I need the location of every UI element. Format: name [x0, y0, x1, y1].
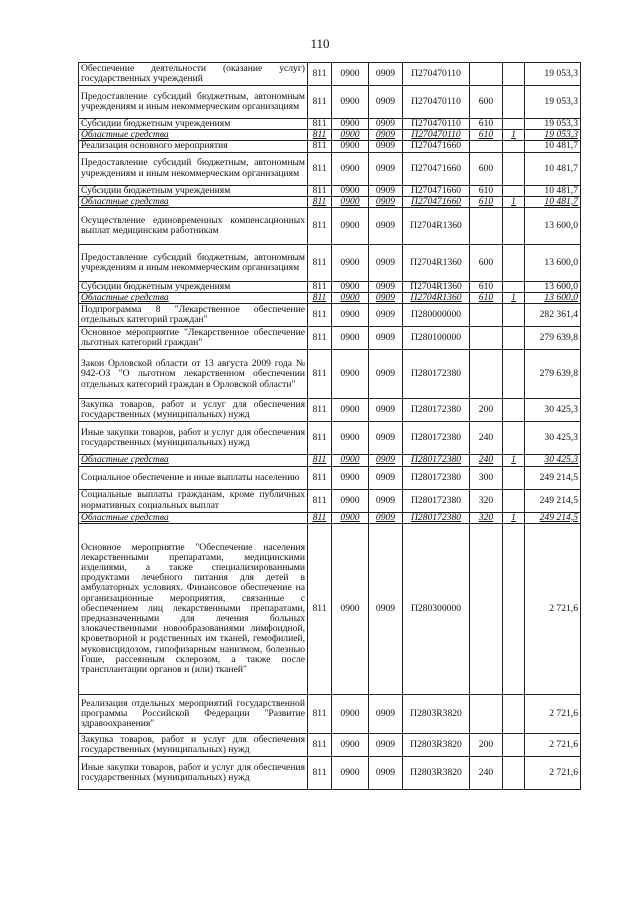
section-code: 0900	[332, 756, 369, 789]
ministry-code: 811	[308, 733, 332, 756]
amount: 279 639,8	[525, 327, 581, 350]
expense-type-code: 610	[470, 196, 503, 207]
row-name: Реализация отдельных мероприятий государственной программы Российской Федерации "Развитие здравоохранения"	[79, 694, 308, 733]
subsection-code: 0909	[369, 466, 403, 489]
subsection-code: 0909	[369, 512, 403, 523]
subsection-code: 0909	[369, 119, 403, 130]
row-name: Областные средства	[79, 512, 308, 523]
ministry-code: 811	[308, 350, 332, 399]
section-code: 0900	[332, 466, 369, 489]
funding-source-code	[503, 152, 525, 185]
subsection-code: 0909	[369, 422, 403, 455]
subsection-code: 0909	[369, 196, 403, 207]
row-name: Предоставление субсидий бюджетным, автономным учреждениям и иным некоммерческим организациям	[79, 152, 308, 185]
funding-source-code	[503, 86, 525, 119]
section-code: 0900	[332, 512, 369, 523]
target-article-code: П280172380	[403, 422, 470, 455]
section-code: 0900	[332, 141, 369, 152]
section-code: 0900	[332, 399, 369, 422]
funding-source-code	[503, 282, 525, 293]
row-name: Субсидии бюджетным учреждениям	[79, 119, 308, 130]
expense-type-code	[470, 694, 503, 733]
amount: 19 053,3	[525, 86, 581, 119]
row-name: Областные средства	[79, 130, 308, 141]
section-code: 0900	[332, 350, 369, 399]
expense-type-code: 600	[470, 86, 503, 119]
expense-type-code: 600	[470, 152, 503, 185]
expense-type-code: 200	[470, 733, 503, 756]
subsection-code: 0909	[369, 86, 403, 119]
section-code: 0900	[332, 523, 369, 694]
funding-source-code	[503, 733, 525, 756]
ministry-code: 811	[308, 245, 332, 282]
ministry-code: 811	[308, 466, 332, 489]
target-article-code: П2803R3820	[403, 694, 470, 733]
ministry-code: 811	[308, 86, 332, 119]
ministry-code: 811	[308, 185, 332, 196]
ministry-code: 811	[308, 208, 332, 245]
section-code: 0900	[332, 119, 369, 130]
target-article-code: П280100000	[403, 327, 470, 350]
subsection-code: 0909	[369, 399, 403, 422]
expense-type-code	[470, 141, 503, 152]
row-name: Областные средства	[79, 293, 308, 304]
subsection-code: 0909	[369, 293, 403, 304]
funding-source-code	[503, 350, 525, 399]
amount: 10 481,7	[525, 185, 581, 196]
row-name: Закупка товаров, работ и услуг для обеспечения государственных (муниципальных) нужд	[79, 399, 308, 422]
target-article-code: П280172380	[403, 455, 470, 466]
ministry-code: 811	[308, 399, 332, 422]
row-name: Обеспечение деятельности (оказание услуг) государственных учреждений	[79, 63, 308, 86]
subsection-code: 0909	[369, 489, 403, 512]
budget-table	[78, 62, 581, 790]
expense-type-code	[470, 523, 503, 694]
expense-type-code: 600	[470, 245, 503, 282]
ministry-code: 811	[308, 282, 332, 293]
target-article-code: П270471660	[403, 196, 470, 207]
ministry-code: 811	[308, 293, 332, 304]
table-row	[79, 512, 581, 523]
target-article-code: П2803R3820	[403, 756, 470, 789]
ministry-code: 811	[308, 512, 332, 523]
funding-source-code	[503, 422, 525, 455]
row-name: Субсидии бюджетным учреждениям	[79, 185, 308, 196]
expense-type-code: 610	[470, 119, 503, 130]
amount: 13 600,0	[525, 282, 581, 293]
table-row	[79, 185, 581, 196]
section-code: 0900	[332, 327, 369, 350]
funding-source-code	[503, 523, 525, 694]
row-name: Предоставление субсидий бюджетным, автономным учреждениям и иным некоммерческим организациям	[79, 245, 308, 282]
table-row	[79, 282, 581, 293]
expense-type-code: 610	[470, 282, 503, 293]
subsection-code: 0909	[369, 130, 403, 141]
row-name: Закон Орловской области от 13 августа 2009 года № 942-ОЗ "О льготном лекарственном обеспечении отдельных категорий граждан в Орловской области"	[79, 350, 308, 399]
funding-source-code	[503, 756, 525, 789]
table-row	[79, 196, 581, 207]
amount: 10 481,7	[525, 141, 581, 152]
funding-source-code	[503, 208, 525, 245]
expense-type-code	[470, 327, 503, 350]
table-row	[79, 466, 581, 489]
row-name: Реализация основного мероприятия	[79, 141, 308, 152]
funding-source-code	[503, 327, 525, 350]
row-name: Предоставление субсидий бюджетным, автономным учреждениям и иным некоммерческим организациям	[79, 86, 308, 119]
target-article-code: П270470110	[403, 63, 470, 86]
funding-source-code	[503, 304, 525, 327]
target-article-code: П2704R1360	[403, 293, 470, 304]
target-article-code: П270471660	[403, 152, 470, 185]
amount: 2 721,6	[525, 733, 581, 756]
row-name: Иные закупки товаров, работ и услуг для обеспечения государственных (муниципальных) нужд	[79, 422, 308, 455]
target-article-code: П270471660	[403, 185, 470, 196]
target-article-code: П270470110	[403, 119, 470, 130]
expense-type-code: 320	[470, 489, 503, 512]
section-code: 0900	[332, 694, 369, 733]
amount: 13 600,0	[525, 208, 581, 245]
table-row	[79, 152, 581, 185]
target-article-code: П2704R1360	[403, 282, 470, 293]
subsection-code: 0909	[369, 304, 403, 327]
funding-source-code	[503, 399, 525, 422]
section-code: 0900	[332, 152, 369, 185]
ministry-code: 811	[308, 489, 332, 512]
table-row	[79, 245, 581, 282]
subsection-code: 0909	[369, 208, 403, 245]
table-row	[79, 304, 581, 327]
amount: 19 053,3	[525, 63, 581, 86]
target-article-code: П280172380	[403, 350, 470, 399]
funding-source-code	[503, 119, 525, 130]
section-code: 0900	[332, 282, 369, 293]
section-code: 0900	[332, 196, 369, 207]
amount: 282 361,4	[525, 304, 581, 327]
funding-source-code	[503, 185, 525, 196]
ministry-code: 811	[308, 141, 332, 152]
target-article-code: П270470110	[403, 86, 470, 119]
amount: 2 721,6	[525, 523, 581, 694]
subsection-code: 0909	[369, 63, 403, 86]
amount: 249 214,5	[525, 466, 581, 489]
row-name: Областные средства	[79, 455, 308, 466]
expense-type-code: 610	[470, 293, 503, 304]
section-code: 0900	[332, 130, 369, 141]
target-article-code: П280172380	[403, 466, 470, 489]
amount: 13 600,0	[525, 293, 581, 304]
subsection-code: 0909	[369, 733, 403, 756]
ministry-code: 811	[308, 152, 332, 185]
expense-type-code: 200	[470, 399, 503, 422]
target-article-code: П270470110	[403, 130, 470, 141]
amount: 19 053,3	[525, 130, 581, 141]
expense-type-code	[470, 350, 503, 399]
row-name: Иные закупки товаров, работ и услуг для обеспечения государственных (муниципальных) нужд	[79, 756, 308, 789]
amount: 2 721,6	[525, 694, 581, 733]
subsection-code: 0909	[369, 185, 403, 196]
section-code: 0900	[332, 489, 369, 512]
page-number: 110	[310, 36, 330, 51]
expense-type-code: 240	[470, 756, 503, 789]
table-row	[79, 455, 581, 466]
expense-type-code: 320	[470, 512, 503, 523]
funding-source-code	[503, 141, 525, 152]
section-code: 0900	[332, 304, 369, 327]
ministry-code: 811	[308, 304, 332, 327]
funding-source-code	[503, 245, 525, 282]
amount: 279 639,8	[525, 350, 581, 399]
table-row	[79, 293, 581, 304]
table-row	[79, 399, 581, 422]
expense-type-code	[470, 63, 503, 86]
funding-source-code	[503, 466, 525, 489]
funding-source-code	[503, 63, 525, 86]
section-code: 0900	[332, 63, 369, 86]
table-row	[79, 119, 581, 130]
amount: 13 600,0	[525, 245, 581, 282]
table-row	[79, 63, 581, 86]
funding-source-code: 1	[503, 293, 525, 304]
ministry-code: 811	[308, 196, 332, 207]
row-name: Закупка товаров, работ и услуг для обеспечения государственных (муниципальных) нужд	[79, 733, 308, 756]
ministry-code: 811	[308, 130, 332, 141]
row-name: Подпрограмма 8 "Лекарственное обеспечение отдельных категорий граждан"	[79, 304, 308, 327]
ministry-code: 811	[308, 523, 332, 694]
subsection-code: 0909	[369, 455, 403, 466]
section-code: 0900	[332, 733, 369, 756]
amount: 30 425,3	[525, 399, 581, 422]
ministry-code: 811	[308, 756, 332, 789]
table-row	[79, 327, 581, 350]
row-name: Субсидии бюджетным учреждениям	[79, 282, 308, 293]
funding-source-code: 1	[503, 130, 525, 141]
funding-source-code	[503, 489, 525, 512]
table-row	[79, 350, 581, 399]
funding-source-code: 1	[503, 512, 525, 523]
table-row	[79, 208, 581, 245]
expense-type-code: 240	[470, 422, 503, 455]
expense-type-code	[470, 208, 503, 245]
funding-source-code: 1	[503, 196, 525, 207]
ministry-code: 811	[308, 327, 332, 350]
subsection-code: 0909	[369, 245, 403, 282]
target-article-code: П2704R1360	[403, 245, 470, 282]
amount: 249 214,5	[525, 489, 581, 512]
section-code: 0900	[332, 86, 369, 119]
row-name: Основное мероприятие "Обеспечение населения лекарственными препаратами, медицинскими изделиями, а также специализированными продуктами лечебного питания для детей в амбулаторных условиях. Финансовое обеспечение на организационные мероприятия, связанные с обеспечением лиц лекарственными препаратами, предназначенными для лечения больных злокачественными новообразованиями лимфоидной, кроветворной и родственных им тканей, гемофилией, муковисцидозом, гипофизарным нанизмом, болезнью Гоше, рассеянным склерозом, а также после трансплантации органов и (или) тканей"	[79, 523, 308, 694]
table-row	[79, 130, 581, 141]
expense-type-code: 610	[470, 130, 503, 141]
subsection-code: 0909	[369, 152, 403, 185]
ministry-code: 811	[308, 119, 332, 130]
subsection-code: 0909	[369, 327, 403, 350]
section-code: 0900	[332, 293, 369, 304]
expense-type-code	[470, 304, 503, 327]
target-article-code: П270471660	[403, 141, 470, 152]
expense-type-code: 240	[470, 455, 503, 466]
table-row	[79, 489, 581, 512]
amount: 30 425,3	[525, 455, 581, 466]
ministry-code: 811	[308, 63, 332, 86]
table-row	[79, 523, 581, 694]
subsection-code: 0909	[369, 694, 403, 733]
table-row	[79, 86, 581, 119]
table-row	[79, 733, 581, 756]
subsection-code: 0909	[369, 282, 403, 293]
target-article-code: П280300000	[403, 523, 470, 694]
expense-type-code: 300	[470, 466, 503, 489]
table-row	[79, 694, 581, 733]
funding-source-code	[503, 694, 525, 733]
ministry-code: 811	[308, 422, 332, 455]
row-name: Основное мероприятие "Лекарственное обеспечение льготных категорий граждан"	[79, 327, 308, 350]
table-row	[79, 422, 581, 455]
amount: 19 053,3	[525, 119, 581, 130]
target-article-code: П280172380	[403, 489, 470, 512]
ministry-code: 811	[308, 694, 332, 733]
section-code: 0900	[332, 185, 369, 196]
expense-type-code: 610	[470, 185, 503, 196]
target-article-code: П2803R3820	[403, 733, 470, 756]
table-row	[79, 141, 581, 152]
amount: 10 481,7	[525, 152, 581, 185]
row-name: Социальные выплаты гражданам, кроме публичных нормативных социальных выплат	[79, 489, 308, 512]
section-code: 0900	[332, 422, 369, 455]
target-article-code: П280172380	[403, 399, 470, 422]
row-name: Социальное обеспечение и иные выплаты населению	[79, 466, 308, 489]
subsection-code: 0909	[369, 523, 403, 694]
subsection-code: 0909	[369, 350, 403, 399]
section-code: 0900	[332, 455, 369, 466]
ministry-code: 811	[308, 455, 332, 466]
target-article-code: П2704R1360	[403, 208, 470, 245]
target-article-code: П280000000	[403, 304, 470, 327]
row-name: Осуществление единовременных компенсационных выплат медицинским работникам	[79, 208, 308, 245]
subsection-code: 0909	[369, 756, 403, 789]
funding-source-code: 1	[503, 455, 525, 466]
table-row	[79, 756, 581, 789]
subsection-code: 0909	[369, 141, 403, 152]
section-code: 0900	[332, 245, 369, 282]
amount: 2 721,6	[525, 756, 581, 789]
target-article-code: П280172380	[403, 512, 470, 523]
row-name: Областные средства	[79, 196, 308, 207]
section-code: 0900	[332, 208, 369, 245]
amount: 249 214,5	[525, 512, 581, 523]
amount: 30 425,3	[525, 422, 581, 455]
amount: 10 481,7	[525, 196, 581, 207]
